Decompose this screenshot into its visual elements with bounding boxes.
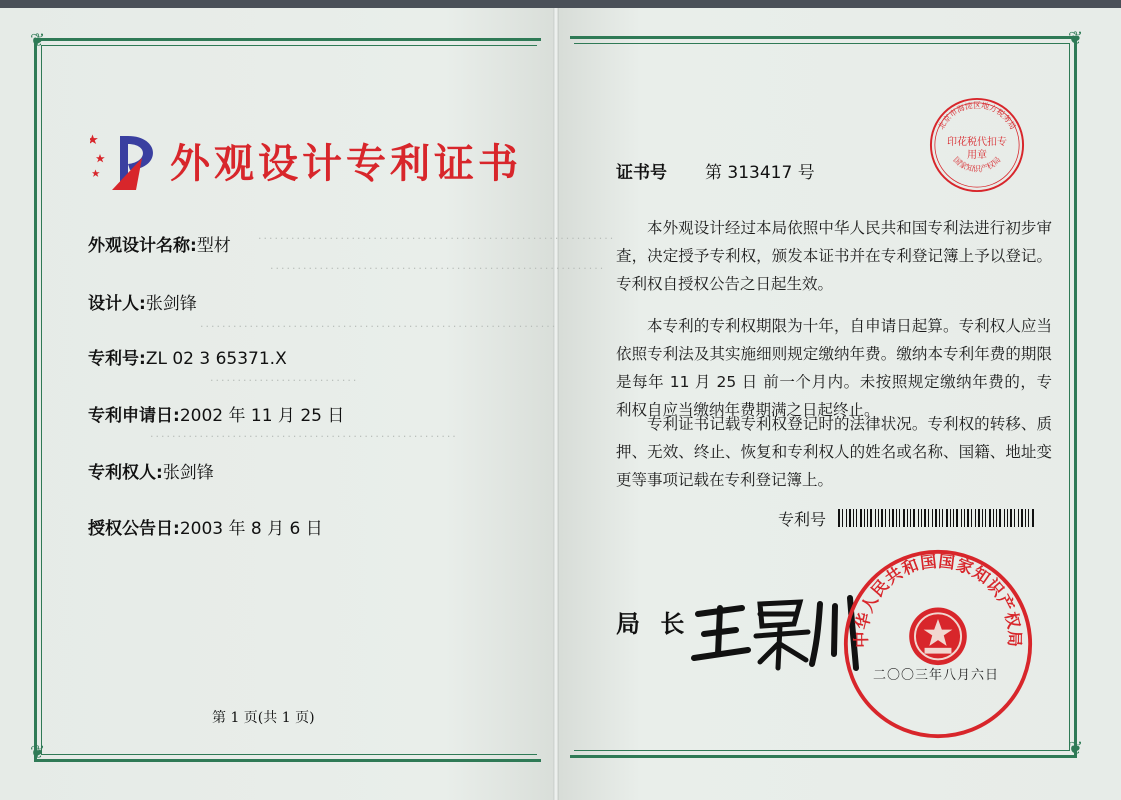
- barcode-bar: [885, 509, 886, 527]
- barcode-bar: [846, 509, 847, 527]
- barcode-bar: [918, 509, 919, 527]
- barcode-bar: [867, 509, 868, 527]
- barcode-bar: [982, 509, 983, 527]
- barcode-bar: [996, 509, 997, 527]
- barcode-bar: [910, 509, 911, 527]
- barcode-bar: [971, 509, 972, 527]
- barcode-bar: [953, 509, 954, 527]
- barcode-bar: [975, 509, 976, 527]
- field-designer: 设计人:张剑锋: [88, 294, 197, 314]
- barcode-bar: [838, 509, 840, 527]
- barcode-bar: [1014, 509, 1015, 527]
- barcode-bar: [942, 509, 943, 527]
- statement-paragraph-1: 本外观设计经过本局依照中华人民共和国专利法进行初步审查，决定授予专利权，颁发本证书并在专利登记簿上予以登记。专利权自授权公告之日起生效。: [616, 219, 1052, 293]
- svg-text:北京市海淀区地方税务局: [936, 100, 1018, 131]
- national-emblem-icon: [909, 608, 967, 666]
- barcode-bar: [903, 509, 905, 527]
- background-watermark-text: ·································································: [258, 232, 616, 245]
- statement-paragraph-3: 专利证书记载专利权登记时的法律状况。专利权的转移、质押、无效、终止、恢复和专利权人的姓名或名称、国籍、地址变更等事项记载在专利登记簿上。: [616, 415, 1052, 489]
- barcode-bar: [856, 509, 857, 527]
- cnipa-logo-icon: [90, 128, 170, 194]
- barcode-bar: [913, 509, 915, 527]
- tax-stamp-bottom-text: 国家知识产权局: [951, 155, 1003, 174]
- barcode-bar: [964, 509, 965, 527]
- certificate-title: 外观设计专利证书: [170, 141, 522, 187]
- field-design-name: 外观设计名称:型材: [88, 236, 231, 256]
- background-watermark-text: ························································: [150, 430, 458, 443]
- center-fold: [553, 8, 559, 800]
- certificate-number: 证书号 第 313417 号: [616, 163, 815, 183]
- corner-ornament-icon: ❦: [30, 30, 46, 51]
- barcode-bar: [875, 509, 876, 527]
- barcode-bar: [985, 509, 986, 527]
- barcode-bar: [950, 509, 951, 527]
- barcode-bar: [1032, 509, 1034, 527]
- barcode-bar: [899, 509, 900, 527]
- barcode-bar: [853, 509, 854, 527]
- statement-paragraph-2: 本专利的专利权期限为十年，自申请日起算。专利权人应当依照专利法及其实施细则规定缴纳年费。缴纳本专利年费的期限是每年 11 月 25 日 前一个月内。未按照规定缴纳年费的，专利权自应当缴纳年费期满之日起终止。: [616, 317, 1052, 419]
- barcode-bar: [921, 509, 922, 527]
- barcode-icon: [838, 509, 1038, 527]
- field-application-date: 专利申请日:2002 年 11 月 25 日: [88, 406, 345, 426]
- barcode-bar: [989, 509, 991, 527]
- barcode-bar: [1028, 509, 1029, 527]
- director-signature: [690, 584, 860, 674]
- barcode-bar: [928, 509, 929, 527]
- official-seal: [842, 548, 1034, 740]
- barcode-bar: [978, 509, 980, 527]
- page-indicator: 第 1 页(共 1 页): [212, 710, 315, 726]
- field-patentee: 专利权人:张剑锋: [88, 463, 214, 483]
- background-watermark-text: ···························: [210, 374, 359, 387]
- barcode-bar: [956, 509, 958, 527]
- barcode-bar: [896, 509, 897, 527]
- barcode-bar: [932, 509, 933, 527]
- barcode-bar: [864, 509, 865, 527]
- barcode-bar: [1007, 509, 1008, 527]
- barcode-bar: [924, 509, 926, 527]
- barcode-bar: [961, 509, 962, 527]
- corner-ornament-icon: ❦: [1068, 738, 1084, 759]
- tax-stamp-center-text: 印花税代扣专用章: [947, 137, 1007, 161]
- barcode-bar: [946, 509, 948, 527]
- field-patent-number: 专利号:ZL 02 3 65371.X: [88, 349, 287, 369]
- barcode-bar: [1021, 509, 1023, 527]
- seal-date: 二〇〇三年八月六日: [872, 668, 999, 683]
- barcode-bar: [1004, 509, 1005, 527]
- barcode-bar: [892, 509, 894, 527]
- barcode-bar: [889, 509, 890, 527]
- barcode-bar: [1010, 509, 1012, 527]
- barcode-bar: [878, 509, 879, 527]
- barcode-bar: [881, 509, 883, 527]
- director-label: 局 长: [616, 610, 691, 638]
- corner-ornament-icon: ❦: [1068, 28, 1084, 49]
- barcode-bar: [842, 509, 843, 527]
- field-grant-date: 授权公告日:2003 年 8 月 6 日: [88, 519, 323, 539]
- corner-ornament-icon: ❦: [30, 742, 46, 763]
- barcode-bar: [870, 509, 872, 527]
- barcode-bar: [935, 509, 937, 527]
- seal-ring-text: 中华人民共和国国家知识产权局: [851, 551, 1025, 648]
- barcode-bar: [1018, 509, 1019, 527]
- patent-number-label: 专利号: [778, 510, 827, 529]
- barcode-bar: [939, 509, 940, 527]
- barcode-bar: [999, 509, 1001, 527]
- barcode-bar: [849, 509, 851, 527]
- barcode-bar: [967, 509, 969, 527]
- background-watermark-text: ·····························································: [270, 262, 606, 275]
- background-watermark-text: ·································································: [200, 320, 558, 333]
- barcode-bar: [860, 509, 862, 527]
- barcode-bar: [1025, 509, 1026, 527]
- tax-stamp-ring-text: 北京市海淀区地方税务局: [936, 100, 1018, 132]
- barcode-bar: [993, 509, 994, 527]
- barcode-bar: [907, 509, 908, 527]
